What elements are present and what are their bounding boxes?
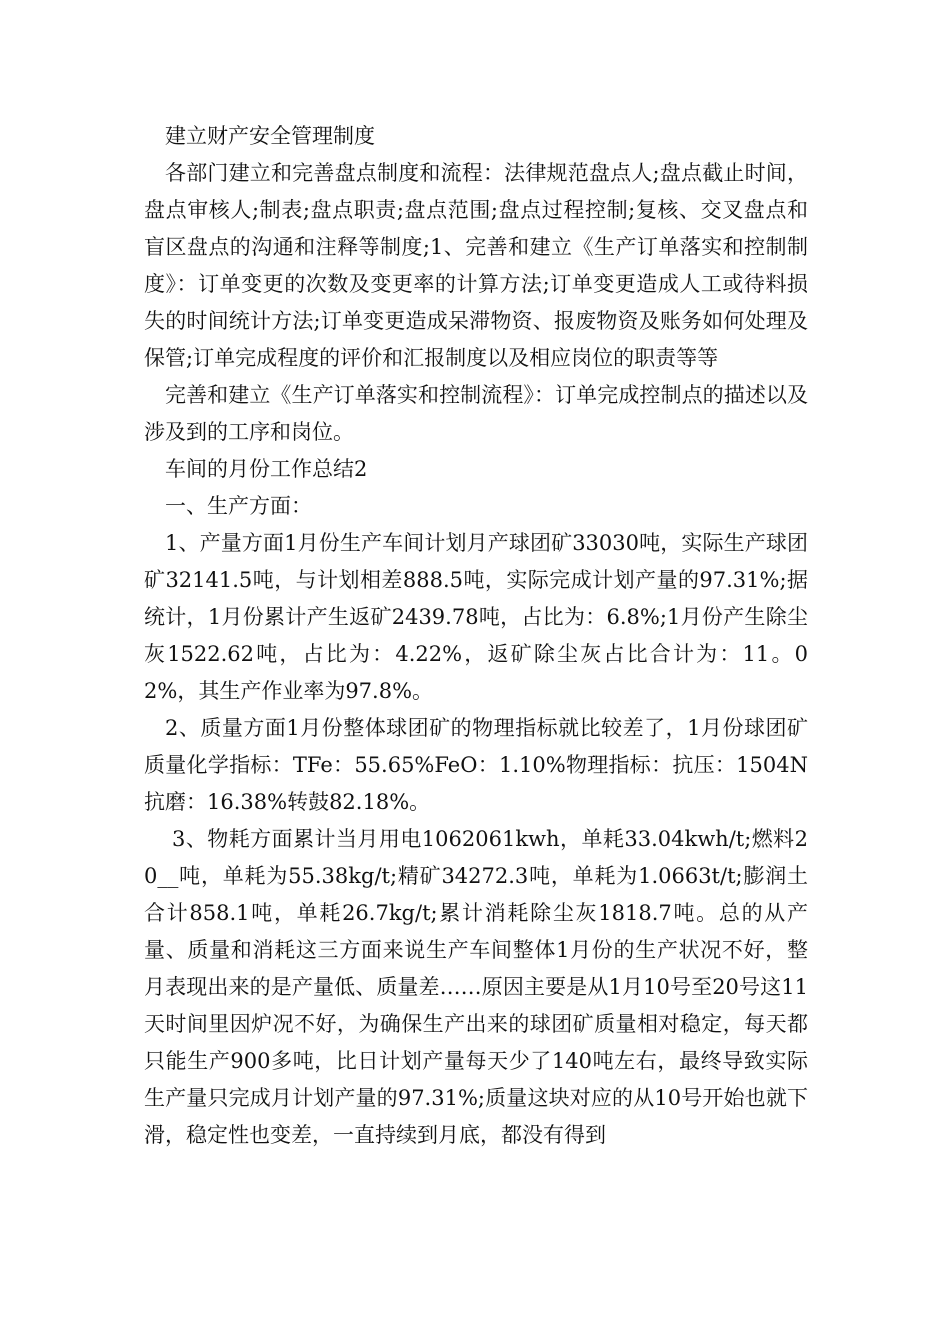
section-heading-production: 一、生产方面： xyxy=(165,494,312,518)
paragraph-inventory-system: 各部门建立和完善盘点制度和流程：法律规范盘点人;盘点截止时间，盘点审核人;制表;盘点职责;盘点范围;盘点过程控制;复核、交叉盘点和盲区盘点的沟通和注释等制度;1、完善和建立《生产订单落实和控制制度》：订单变更的次数及变更率的计算方法;订单变更造成人工或待料损失的时间统计方法;订单变更造成呆滞物资、报废物资及账务如何处理及保管;订单完成程度的评价和汇报制度以及相应岗位的职责等等 xyxy=(144,161,808,370)
paragraph-quality: 2、质量方面1月份整体球团矿的物理指标就比较差了，1月份球团矿质量化学指标：TFe：55.65%FeO：1.10%物理指标：抗压：1504N抗磨：16.38%转鼓82.18%。 xyxy=(144,716,808,814)
section-heading-asset-safety: 建立财产安全管理制度 xyxy=(165,124,375,148)
paragraph-order-control-process: 完善和建立《生产订单落实和控制流程》：订单完成控制点的描述以及涉及到的工序和岗位。 xyxy=(144,383,808,444)
paragraph-consumption: 3、物耗方面累计当月用电1062061kwh，单耗33.04kwh/t;燃料20__吨，单耗为55.38kg/t;精矿34272.3吨，单耗为1.0663t/t;膨润土合计858.1吨，单耗26.7kg/t;累计消耗除尘灰1818.7吨。总的从产量、质量和消耗这三方面来说生产车间整体1月份的生产状况不好，整月表现出来的是产量低、质量差……原因主要是从1月10号至20号这11天时间里因炉况不好，为确保生产出来的球团矿质量相对稳定，每天都只能生产900多吨，比日计划产量每天少了140吨左右，最终导致实际生产量只完成月计划产量的97.31%;质量这块对应的从10号开始也就下滑，稳定性也变差，一直持续到月底，都没有得到 xyxy=(144,827,808,1147)
document-body xyxy=(144,118,808,1154)
section-heading-monthly-summary: 车间的月份工作总结2 xyxy=(165,457,368,481)
paragraph-output: 1、产量方面1月份生产车间计划月产球团矿33030吨，实际生产球团矿32141.5吨，与计划相差888.5吨，实际完成计划产量的97.31%;据统计，1月份累计产生返矿2439.78吨，占比为：6.8%;1月份产生除尘灰1522.62吨，占比为：4.22%，返矿除尘灰占比合计为：11。02%，其生产作业率为97.8%。 xyxy=(144,531,808,703)
